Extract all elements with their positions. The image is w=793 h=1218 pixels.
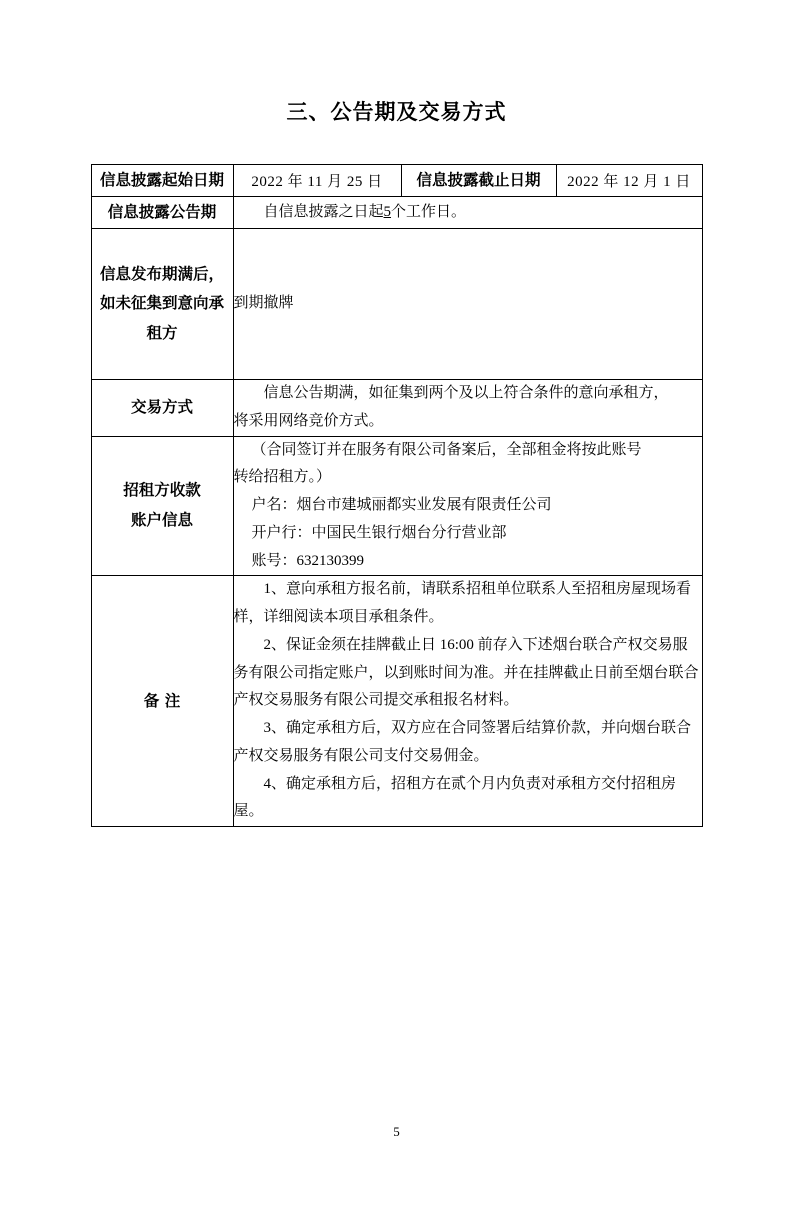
table-row xyxy=(91,197,702,229)
trade-method-line2: 将采用网络竞价方式。 xyxy=(233,412,384,429)
table-row xyxy=(91,165,702,197)
document-page xyxy=(0,96,793,1218)
account-bank: 开户行：中国民生银行烟台分行营业部 xyxy=(251,524,507,541)
row-value-announcement-period xyxy=(233,197,702,229)
account-info-label-line2: 账户信息 xyxy=(130,510,193,529)
table-row xyxy=(91,436,702,576)
announcement-period-suffix: 个工作日。 xyxy=(391,203,467,220)
row-value-no-tenant xyxy=(233,229,702,380)
remark-item: 2、保证金须在挂牌截止日 16:00 前存入下述烟台联合产权交易服务有限公司指定账户，以到账时间为准。并在挂牌截止日前至烟台联合产权交易服务有限公司提交承租报名材料。 xyxy=(233,636,699,709)
table-row xyxy=(91,229,702,380)
announcement-period-prefix: 自信息披露之日起 xyxy=(263,203,384,220)
row-label-disclosure-end: 信息披露截止日期 xyxy=(401,165,556,197)
row-value-trade-method xyxy=(233,380,702,437)
remark-item: 3、确定承租方后，双方应在合同签署后结算价款，并向烟台联合产权交易服务有限公司支付交易佣金。 xyxy=(233,720,692,764)
row-label-account-info xyxy=(91,436,233,576)
account-note-line1: （合同签订并在服务有限公司备案后，全部租金将按此账号 xyxy=(251,441,642,458)
row-label-remarks: 备 注 xyxy=(91,576,233,827)
row-value-remarks xyxy=(233,576,702,827)
table-row xyxy=(91,576,702,827)
row-label-trade-method: 交易方式 xyxy=(91,380,233,437)
no-tenant-value: 到期撤牌 xyxy=(233,295,294,312)
announcement-period-days: 5 xyxy=(383,203,392,220)
page-title: 三、公告期及交易方式 xyxy=(286,100,507,124)
account-number: 账号：632130399 xyxy=(251,552,365,569)
account-info-label-line1: 招租方收款 xyxy=(123,481,201,500)
remark-item: 4、确定承租方后，招租方在贰个月内负责对承租方交付招租房屋。 xyxy=(233,775,677,820)
row-value-disclosure-end: 2022 年 12 月 1 日 xyxy=(556,165,702,197)
no-tenant-label-line2: 如未征集到意向承 xyxy=(99,294,224,313)
row-label-no-tenant xyxy=(91,229,233,380)
no-tenant-label-line3: 租方 xyxy=(146,323,178,342)
row-label-announcement-period: 信息披露公告期 xyxy=(91,197,233,229)
remark-item: 1、意向承租方报名前，请联系招租单位联系人至招租房屋现场看样，详细阅读本项目承租条件。 xyxy=(233,581,692,625)
no-tenant-label-line1: 信息发布期满后， xyxy=(99,264,224,283)
announcement-table xyxy=(91,164,703,827)
account-note-line2: 转给招租方。） xyxy=(233,469,332,486)
table-row xyxy=(91,380,702,437)
account-holder: 户名：烟台市建城丽都实业发展有限责任公司 xyxy=(251,497,552,513)
trade-method-line1: 信息公告期满，如征集到两个及以上符合条件的意向承租方， xyxy=(263,385,669,401)
page-number: 5 xyxy=(393,1124,400,1139)
row-value-disclosure-start: 2022 年 11 月 25 日 xyxy=(233,165,401,197)
row-value-account-info xyxy=(233,436,702,576)
row-label-disclosure-start: 信息披露起始日期 xyxy=(91,165,233,197)
